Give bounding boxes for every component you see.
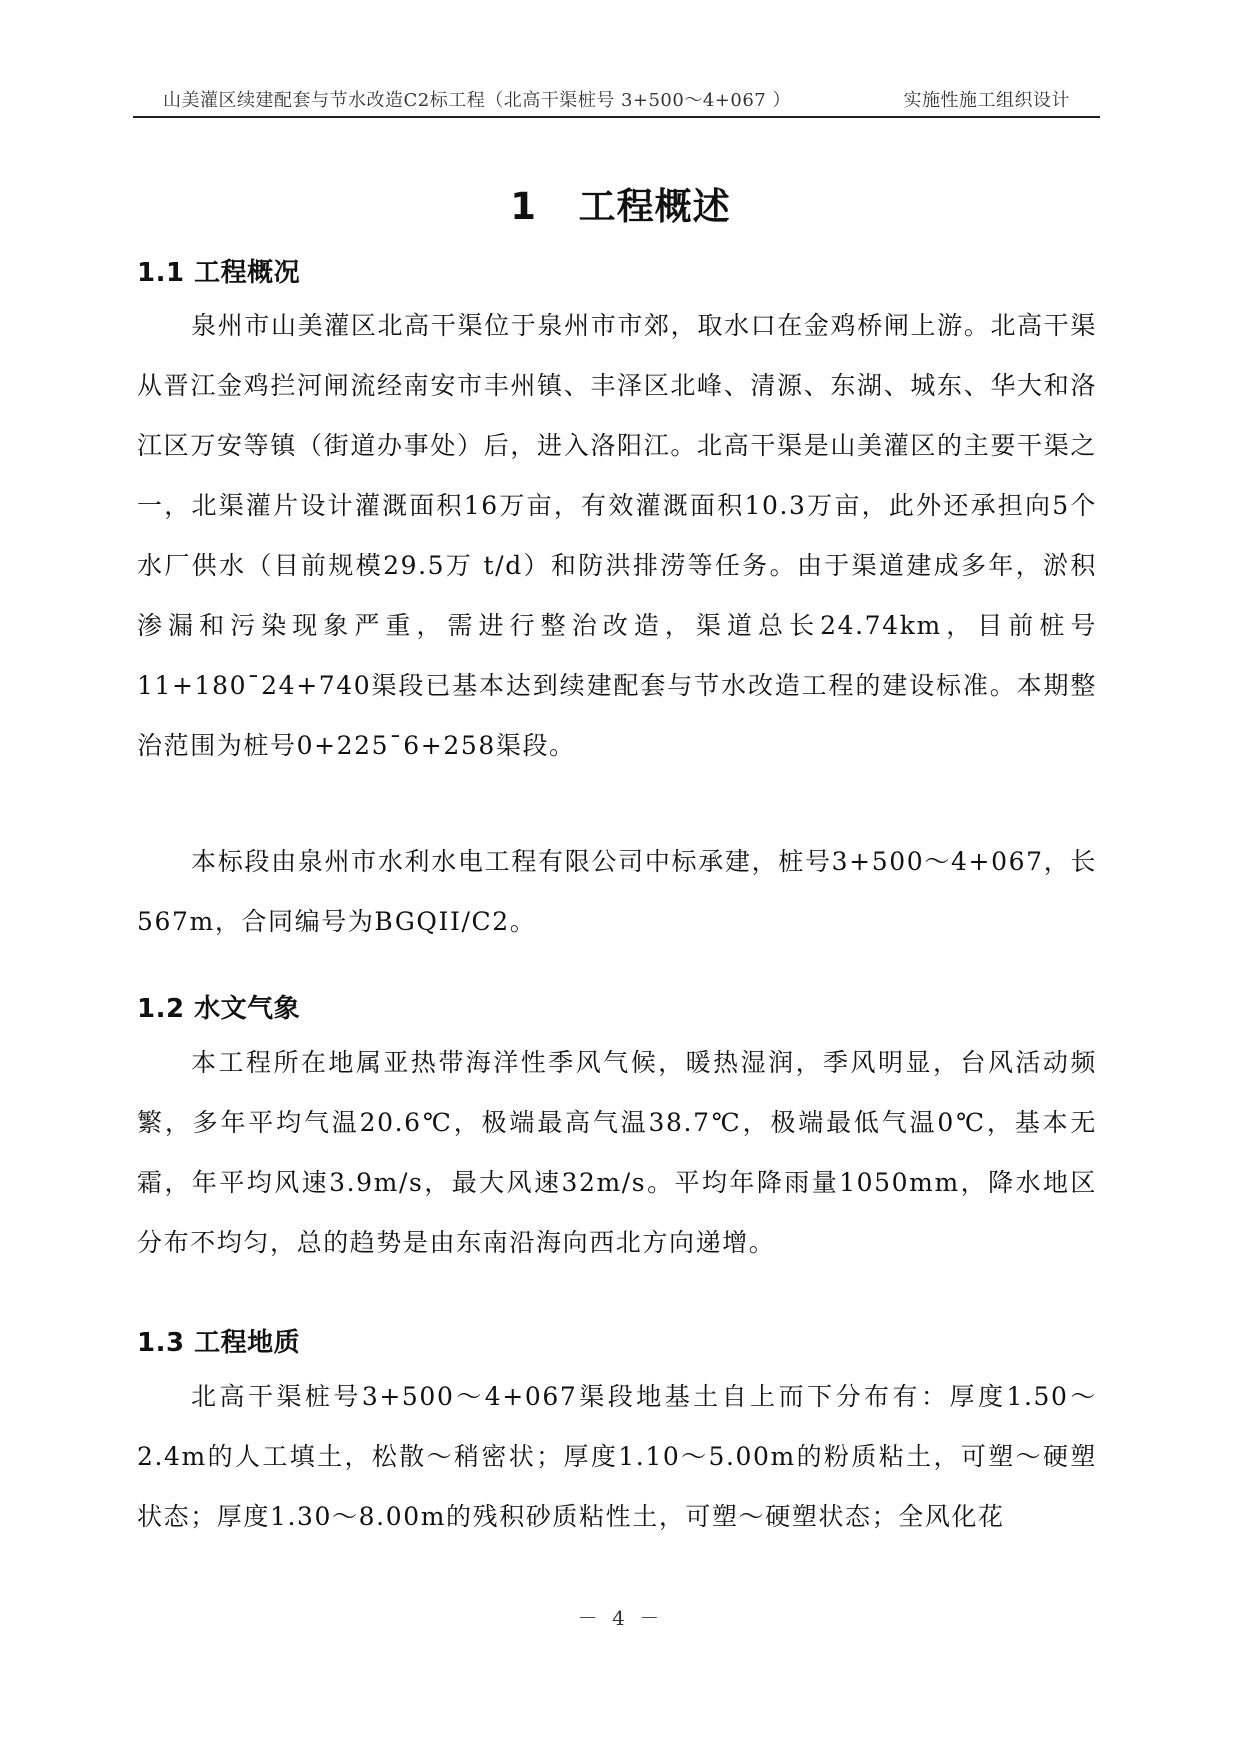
paragraph-geology: 北高干渠桩号3+500～4+067渠段地基土自上而下分布有：厚度1.50～2.4m的人工填土，松散～稍密状；厚度1.10～5.00m的粉质粘土，可塑～硬塑状态；厚度1.30～8.00m的残积砂质粘性土，可塑～硬塑状态；全风化花: [137, 1382, 1097, 1531]
section-title-overview: 1.1 工程概况: [137, 258, 301, 288]
section-title-geology: 1.3 工程地质: [137, 1328, 301, 1358]
section-title-hydrology: 1.2 水文气象: [137, 994, 301, 1024]
paragraph-overview-1: 泉州市山美灌区北高干渠位于泉州市市郊，取水口在金鸡桥闸上游。北高干渠从晋江金鸡拦河闸流经南安市丰州镇、丰泽区北峰、清源、东湖、城东、华大和洛江区万安等镇（街道办事处）后，进入洛阳江。北高干渠是山美灌区的主要干渠之一，北渠灌片设计灌溉面积16万亩，有效灌溉面积10.3万亩，此外还承担向5个水厂供水（目前规模29.5万 t/d）和防洪排涝等任务。由于渠道建成多年，淤积渗漏和污染现象严重，需进行整治改造，渠道总长24.74km，目前桩号11+180¯24+740渠段已基本达到续建配套与节水改造工程的建设标准。本期整治范围为桩号0+225¯6+258渠段。: [137, 311, 1097, 760]
paragraph-overview-2: 本标段由泉州市水利水电工程有限公司中标承建，桩号3+500～4+067，长567m，合同编号为BGQII/C2。: [137, 847, 1097, 936]
header-project-title: 山美灌区续建配套与节水改造C2标工程（北高干渠桩号 3+500～4+067 ）: [163, 90, 791, 111]
header-document-type: 实施性施工组织设计: [903, 90, 1070, 111]
header-rule: [133, 116, 1100, 118]
chapter-title: 1 工程概述: [510, 185, 731, 228]
paragraph-hydrology: 本工程所在地属亚热带海洋性季风气候，暖热湿润，季风明显，台风活动频繁，多年平均气温20.6℃，极端最高气温38.7℃，极端最低气温0℃，基本无霜，年平均风速3.9m/s，最大风速32m/s。平均年降雨量1050mm，降水地区分布不均匀，总的趋势是由东南沿海向西北方向递增。: [137, 1048, 1097, 1257]
page-number: － 4 －: [577, 1606, 664, 1630]
page-header: [133, 86, 1100, 114]
